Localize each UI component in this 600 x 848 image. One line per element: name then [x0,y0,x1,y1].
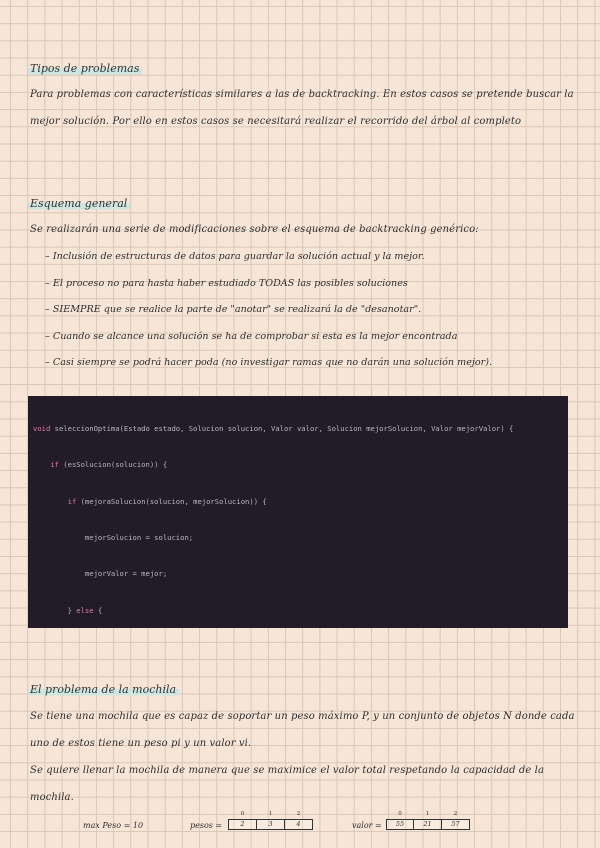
valor-array [386,811,470,830]
pesos-cell [284,811,313,830]
code-block [28,396,568,628]
max-peso-label: max Peso = 10 [83,821,144,830]
code-line: if (mejoraSolucion(solucion, mejorSolucion)) { [67,496,267,506]
valor-value: 21 [423,820,432,828]
valor-cell [413,811,441,830]
pesos-index: 1 [268,811,273,817]
valor-value: 55 [395,820,405,828]
valor-cell [386,811,413,830]
example-row [0,811,600,835]
pesos-label: pesos = [190,821,223,830]
list-item: – Cuando se alcance una solución se ha de comprobar si esta es la mejor encontrada [45,324,590,351]
list-item: – SIEMPRE que se realice la parte de "anotar" se realizará la de "desanotar". [45,297,590,324]
valor-index: 1 [425,811,430,817]
paragraph-mochila-1: Se tiene una mochila que es capaz de soportar un peso máximo P, y un conjunto de objetos N donde cada uno de estos tiene un peso pi y un valor vi. [30,711,575,749]
valor-value: 57 [451,820,460,828]
paragraph-esquema-intro: Se realizarán una serie de modificaciones sobre el esquema de backtracking genérico: [30,224,479,235]
code-line: if (esSolucion(solucion)) { [50,460,168,470]
heading-problema-mochila: El problema de la mochila [28,683,179,696]
pesos-value: 4 [296,820,301,828]
pesos-array [228,811,313,830]
paragraph-tipos: Para problemas con características similares a las de backtracking. En estos casos se pretende buscar la mejor solución. Por ello en estos casos se necesitará realizar el recorrido del árbol al completo [30,89,574,127]
pesos-cell [228,811,256,830]
valor-label: valor = [352,821,382,830]
paragraph-mochila-2: Se quiere llenar la mochila de manera que se maximice el valor total respetando la capacidad de la mochila. [30,765,545,803]
list-item: – Casi siempre se podrá hacer poda (no investigar ramas que no darán una solución mejor). [45,350,590,377]
code-line: void seleccionOptima(Estado estado, Solucion solucion, Valor valor, Solucion mejorSolucion, Valor mejorValor) { [33,424,514,434]
valor-cell [441,811,470,830]
heading-esquema-general: Esquema general [28,197,130,210]
pesos-value: 2 [240,820,245,828]
heading-tipos-de-problemas: Tipos de problemas [28,62,142,75]
pesos-cell [256,811,284,830]
esquema-list [45,244,590,377]
valor-index: 2 [453,811,458,817]
valor-index: 0 [398,811,402,817]
code-line: mejorSolucion = solucion; [33,533,194,543]
pesos-index: 2 [296,811,301,817]
list-item: – Inclusión de estructuras de datos para guardar la solución actual y la mejor. [45,244,590,271]
pesos-index: 0 [240,811,245,817]
pesos-value: 3 [268,820,273,828]
list-item: – El proceso no para hasta haber estudiado TODAS las posibles soluciones [45,271,590,298]
code-line: mejorValor = mejor; [33,569,168,579]
code-line: } else { [33,605,103,615]
